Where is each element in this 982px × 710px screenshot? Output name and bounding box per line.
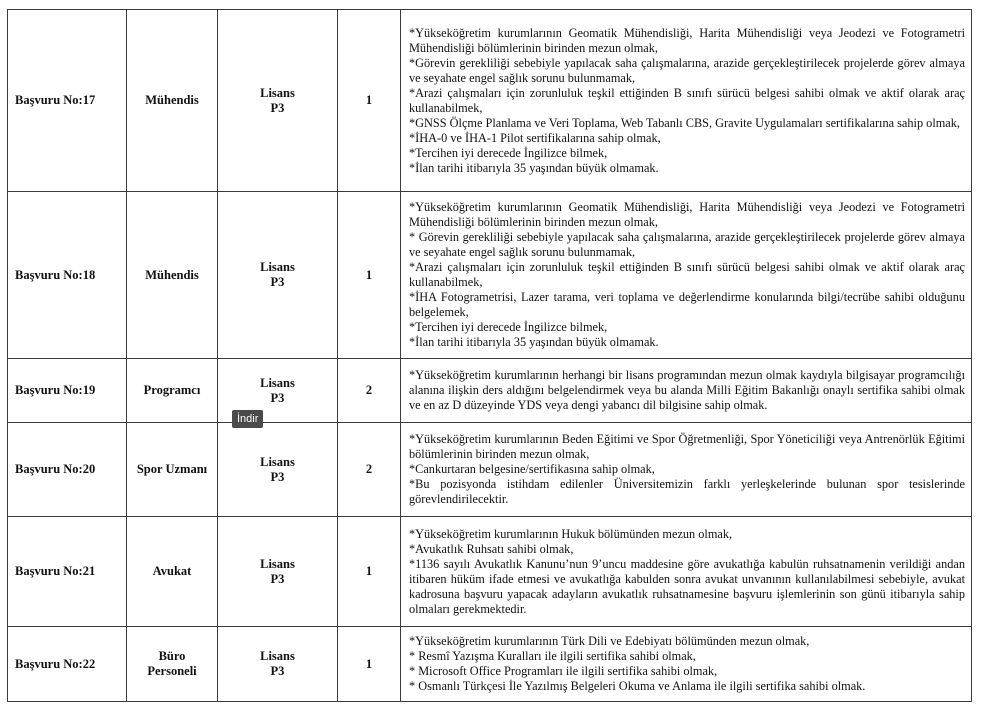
requirement-item: *Yükseköğretim kurumlarının herhangi bir lisans programından mezun olmak kaydıyla bilgisayar programcılığı alanına ilişkin ders aldığını belgelendirmek veya bu alanda Milli Eğitim Bakanlığı onaylı sertifika sahibi olmak ve en az D düzeyinde YDS veya dengi yabancı dil bilgisine sahip olmak.	[409, 368, 965, 412]
requirements-cell	[401, 423, 972, 517]
education-level: Lisans P3	[218, 627, 338, 702]
requirement-item: *Tercihen iyi derecede İngilizce bilmek,	[409, 145, 608, 160]
requirement-item: * Görevin gerekliliği sebebiyle yapılacak saha çalışmalarına, arazide gerçekleştirilecek projelerde görev almaya ve seyahate engel sağlık sorunu bulunmamak,	[409, 230, 965, 259]
position-count: 1	[338, 627, 401, 702]
application-number: Başvuru No:22	[8, 627, 127, 702]
application-number: Başvuru No:21	[8, 517, 127, 627]
education-level: Lisans P3	[218, 10, 338, 192]
application-number: Başvuru No:20	[8, 423, 127, 517]
requirement-item: *GNSS Ölçme Planlama ve Veri Toplama, Web Tabanlı CBS, Gravite Uygulamaları sertifikalarına sahip olmak,	[409, 115, 960, 130]
table-row	[8, 192, 972, 359]
position-title: Mühendis	[127, 192, 218, 359]
table-row	[8, 517, 972, 627]
application-number: Başvuru No:17	[8, 10, 127, 192]
requirement-item: *İlan tarihi itibarıyla 35 yaşından büyük olmamak.	[409, 335, 659, 349]
requirement-item: *1136 sayılı Avukatlık Kanunu’nun 9’uncu maddesine göre avukatlığa kabulün ruhsatnamenin verildiği andan itibaren hüküm ifade etmesi ve avukatlığa kabulden sonra avukat unvanının kullanılabilmesi sebebiyle, avukat kadrosuna başvuru yapacak adayların avukatlık ruhsatnamesine başvuru işlemlerinin son günü itibarıyla sahip olmaları gerekmektedir.	[409, 556, 965, 616]
requirement-item: *Avukatlık Ruhsatı sahibi olmak,	[409, 541, 574, 556]
requirement-item: *Arazi çalışmaları için zorunluluk teşkil ettiğinden B sınıfı sürücü belgesi sahibi olmak ve aktif olarak araç kullanabilmek,	[409, 260, 965, 289]
requirements-cell	[401, 359, 972, 423]
requirements-cell	[401, 517, 972, 627]
position-title: Mühendis	[127, 10, 218, 192]
position-title: Büro Personeli	[127, 627, 218, 702]
position-count: 2	[338, 359, 401, 423]
table-row	[8, 423, 972, 517]
application-number: Başvuru No:18	[8, 192, 127, 359]
position-title: Avukat	[127, 517, 218, 627]
position-count: 1	[338, 10, 401, 192]
position-title: Spor Uzmanı	[127, 423, 218, 517]
requirement-item: *Yükseköğretim kurumlarının Beden Eğitimi ve Spor Öğretmenliği, Spor Yöneticiliği veya Antrenörlük Eğitimi bölümlerinin birinden mezun olmak,	[409, 432, 965, 461]
requirements-cell	[401, 192, 972, 359]
education-level: Lisans P3	[218, 517, 338, 627]
requirements-cell	[401, 627, 972, 702]
application-number: Başvuru No:19	[8, 359, 127, 423]
requirement-item: *İHA-0 ve İHA-1 Pilot sertifikalarına sahip olmak,	[409, 130, 661, 145]
requirement-item: *Yükseköğretim kurumlarının Türk Dili ve Edebiyatı bölümünden mezun olmak,	[409, 634, 810, 648]
table-row	[8, 627, 972, 702]
requirement-item: *Yükseköğretim kurumlarının Hukuk bölümünden mezun olmak,	[409, 526, 733, 541]
requirement-item: *Cankurtaran belgesine/sertifikasına sahip olmak,	[409, 462, 655, 476]
position-count: 1	[338, 517, 401, 627]
education-level: Lisans P3	[218, 192, 338, 359]
table-row	[8, 359, 972, 423]
education-level: Lisans P3	[218, 359, 338, 423]
job-requirements-table	[7, 9, 972, 702]
requirement-item: * Microsoft Office Programları ile ilgili sertifika sahibi olmak,	[409, 664, 718, 678]
position-count: 1	[338, 192, 401, 359]
position-title: Programcı	[127, 359, 218, 423]
requirement-item: * Resmî Yazışma Kuralları ile ilgili sertifika sahibi olmak,	[409, 649, 696, 663]
requirement-item: * Osmanlı Türkçesi İle Yazılmış Belgeleri Okuma ve Anlama ile ilgili sertifika sahibi olmak.	[409, 679, 866, 693]
education-level: Lisans P3	[218, 423, 338, 517]
position-count: 2	[338, 423, 401, 517]
requirement-item: *Yükseköğretim kurumlarının Geomatik Mühendisliği, Harita Mühendisliği veya Jeodezi ve Fotogrametri Mühendisliği bölümlerinin birinden mezun olmak,	[409, 200, 965, 229]
requirement-item: *Arazi çalışmaları için zorunluluk teşkil ettiğinden B sınıfı sürücü belgesi sahibi olmak ve aktif olarak araç kullanabilmek,	[409, 85, 965, 115]
download-tooltip[interactable]: İndir	[232, 410, 263, 428]
requirement-item: *Görevin gerekliliği sebebiyle yapılacak saha çalışmalarına, arazide gerçekleştirilecek projelerde görev almaya ve seyahate engel sağlık sorunu bulunmamak,	[409, 55, 965, 85]
requirements-cell	[401, 10, 972, 192]
requirement-item: *Tercihen iyi derecede İngilizce bilmek,	[409, 320, 608, 334]
requirement-item: *İHA Fotogrametrisi, Lazer tarama, veri toplama ve değerlendirme konularında bilgi/tecrübe sahibi olduğunu belgelemek,	[409, 290, 965, 319]
requirement-item: *Yükseköğretim kurumlarının Geomatik Mühendisliği, Harita Mühendisliği veya Jeodezi ve Fotogrametri Mühendisliği bölümlerinin birinden mezun olmak,	[409, 25, 965, 55]
requirement-item: *İlan tarihi itibarıyla 35 yaşından büyük olmamak.	[409, 160, 659, 175]
table-row	[8, 10, 972, 192]
requirement-item: *Bu pozisyonda istihdam edilenler Üniversitemizin farklı yerleşkelerinde bulunan spor tesislerinde görevlendirilecektir.	[409, 477, 965, 506]
